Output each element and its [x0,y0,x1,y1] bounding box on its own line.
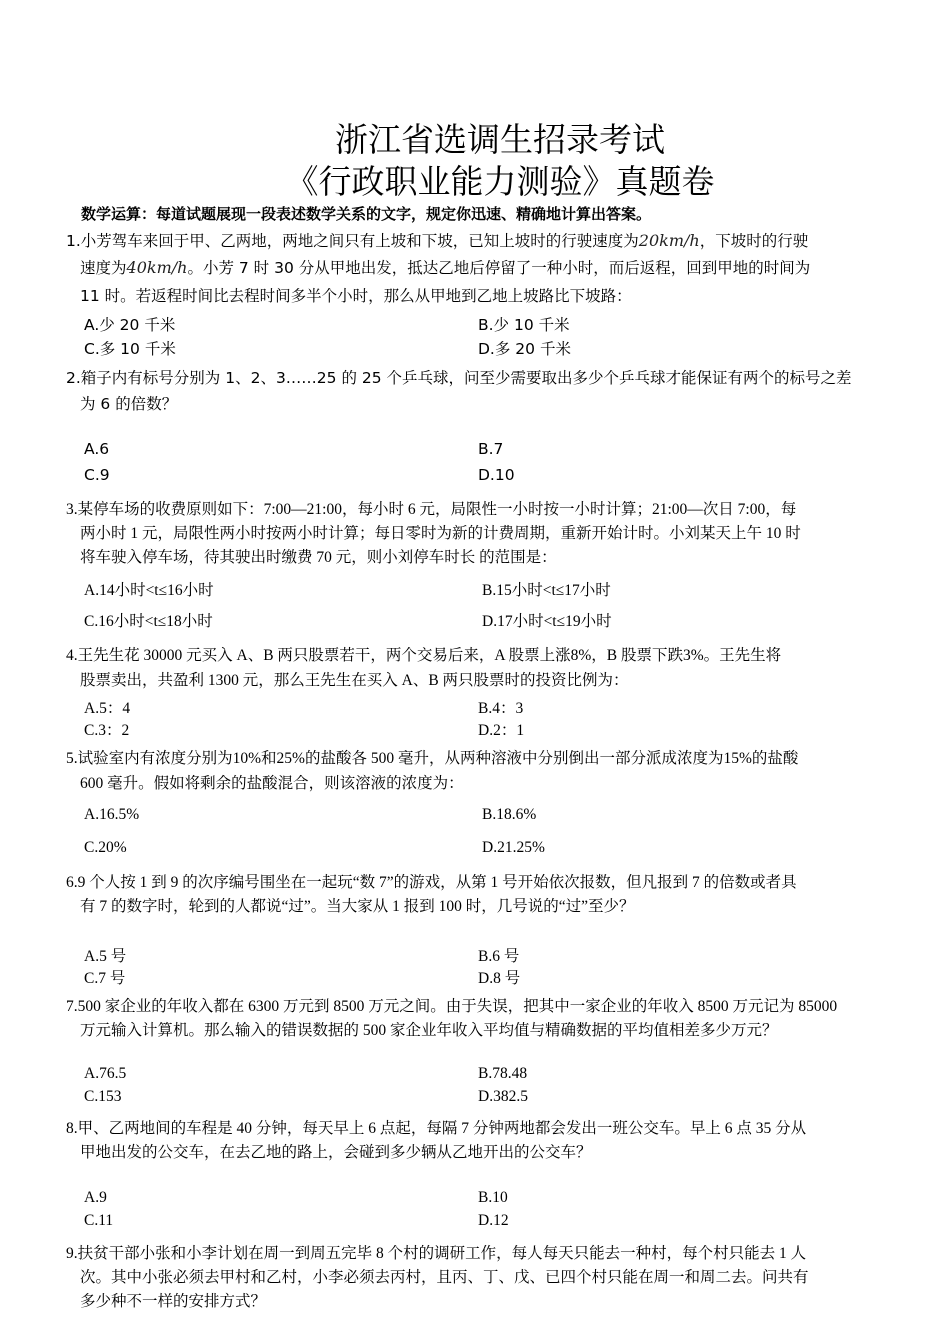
question-5-option-d[interactable]: D.21.25% [482,839,545,856]
question-3-line-1: 3.某停车场的收费原则如下：7:00—21:00，每小时 6 元，局限性一小时按一小时计算；21:00—次日 7:00，每 [66,501,797,518]
question-3-option-c[interactable]: C.16小时<t≤18小时 [84,613,213,630]
question-9-line-2: 次。其中小张必须去甲村和乙村，小李必须去丙村，且丙、丁、戊、已四个村只能在周一和周二去。问共有 [80,1269,809,1286]
question-3-line-3: 将车驶入停车场，待其驶出时缴费 70 元，则小刘停车时长 的范围是： [80,549,557,566]
question-2-option-c[interactable]: C.9 [84,466,110,484]
question-8-option-b[interactable]: B.10 [478,1189,508,1206]
question-6-line-1: 6.9 个人按 1 到 9 的次序编号围坐在一起玩“数 7”的游戏，从第 1 号开始依次报数，但凡报到 7 的倍数或者具 [66,874,797,891]
question-1-option-a[interactable]: A.少 20 千米 [84,316,176,334]
question-9-line-3: 多少种不一样的安排方式？ [80,1293,267,1310]
question-4-line-1: 4.王先生花 30000 元买入 A、B 两只股票若干，两个交易后来，A 股票上涨8%，B 股票下跌3%。王先生将 [66,647,782,664]
question-8-line-2: 甲地出发的公交车，在去乙地的路上，会碰到多少辆从乙地开出的公交车？ [80,1144,592,1161]
question-5-line-2: 600 毫升。假如将剩余的盐酸混合，则该溶液的浓度为： [80,775,464,792]
question-6-line-2: 有 7 的数字时，轮到的人都说“过”。当大家从 1 报到 100 时，几号说的“过”至少？ [80,898,635,915]
question-8-option-a[interactable]: A.9 [84,1189,107,1206]
question-1-line-3: 11 时。若返程时间比去程时间多半个小时，那么从甲地到乙地上坡路比下坡路： [80,287,632,305]
question-4-option-d[interactable]: D.2：1 [478,722,525,739]
question-7-option-b[interactable]: B.78.48 [478,1065,528,1082]
question-9-line-1: 9.扶贫干部小张和小李计划在周一到周五完毕 8 个村的调研工作，每人每天只能去一种村，每个村只能去 1 人 [66,1245,807,1262]
question-6-option-c[interactable]: C.7 号 [84,970,126,987]
question-7-option-a[interactable]: A.76.5 [84,1065,127,1082]
question-4-option-c[interactable]: C.3：2 [84,722,130,739]
question-2-option-a[interactable]: A.6 [84,440,110,458]
question-5-option-b[interactable]: B.18.6% [482,806,537,823]
question-1-option-d[interactable]: D.多 20 千米 [478,340,571,358]
question-4-option-a[interactable]: A.5：4 [84,700,131,717]
question-8-line-1: 8.甲、乙两地间的车程是 40 分钟，每天早上 6 点起，每隔 7 分钟两地都会发出一班公交车。早上 6 点 35 分从 [66,1120,807,1137]
question-7-line-2: 万元输入计算机。那么输入的错误数据的 500 家企业年收入平均值与精确数据的平均值相差多少万元？ [80,1022,778,1039]
question-2-option-b[interactable]: B.7 [478,440,504,458]
question-5-option-a[interactable]: A.16.5% [84,806,140,823]
question-2-line-1: 2.箱子内有标号分别为 1、2、3……25 的 25 个乒乓球，问至少需要取出多少个乒乓球才能保证有两个的标号之差 [66,369,852,387]
question-1-line-2: 速度为40km/h。小芳 7 时 30 分从甲地出发，抵达乙地后停留了一种小时，而后返程，回到甲地的时间为 [80,258,811,277]
question-7-line-1: 7.500 家企业的年收入都在 6300 万元到 8500 万元之间。由于失误，把其中一家企业的年收入 8500 万元记为 85000 [66,998,838,1015]
question-7-option-c[interactable]: C.153 [84,1088,122,1105]
question-3-option-b[interactable]: B.15小时<t≤17小时 [482,582,611,599]
question-7-option-d[interactable]: D.382.5 [478,1088,528,1105]
document-title-line-2: 《行政职业能力测验》真题卷 [285,162,715,201]
question-6-option-b[interactable]: B.6 号 [478,948,520,965]
question-8-option-d[interactable]: D.12 [478,1212,509,1229]
question-5-line-1: 5.试验室内有浓度分别为10%和25%的盐酸各 500 毫升，从两种溶液中分别倒出一部分派成浓度为15%的盐酸 [66,750,799,767]
question-5-option-c[interactable]: C.20% [84,839,127,856]
question-4-option-b[interactable]: B.4：3 [478,700,524,717]
question-1-option-c[interactable]: C.多 10 千米 [84,340,176,358]
question-3-option-a[interactable]: A.14小时<t≤16小时 [84,582,214,599]
question-6-option-a[interactable]: A.5 号 [84,948,127,965]
question-3-option-d[interactable]: D.17小时<t≤19小时 [482,613,612,630]
question-2-line-2: 为 6 的倍数？ [80,395,178,413]
question-1-option-b[interactable]: B.少 10 千米 [478,316,570,334]
question-3-line-2: 两小时 1 元，局限性两小时按两小时计算；每日零时为新的计费周期，重新开始计时。小刘某天上午 10 时 [80,525,801,542]
section-instruction: 数学运算：每道试题展现一段表述数学关系的文字，规定你迅速、精确地计算出答案。 [81,205,652,223]
question-1-line-1: 1.小芳驾车来回于甲、乙两地，两地之间只有上坡和下坡，已知上坡时的行驶速度为20km/h，下坡时的行驶 [66,231,809,250]
question-2-option-d[interactable]: D.10 [478,466,515,484]
question-6-option-d[interactable]: D.8 号 [478,970,521,987]
question-4-line-2: 股票卖出，共盈利 1300 元，那么王先生在买入 A、B 两只股票时的投资比例为： [80,672,629,689]
question-8-option-c[interactable]: C.11 [84,1212,114,1229]
document-title-line-1: 浙江省选调生招录考试 [335,120,665,159]
